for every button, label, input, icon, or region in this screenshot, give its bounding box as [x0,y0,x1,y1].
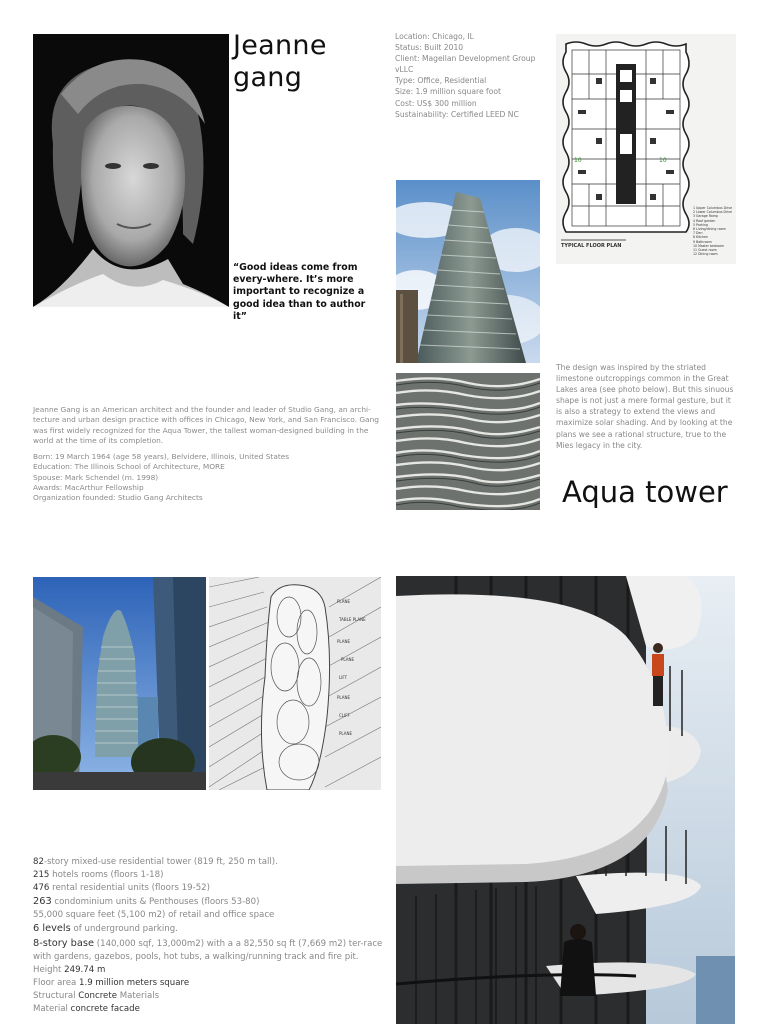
fact-levels-text: of underground parking. [70,924,178,935]
portrait-photo [33,34,229,307]
sketch-label: PLANE [337,639,350,644]
architect-name [233,30,327,94]
fact-stories-text: -story mixed-use residential tower (819 ft, 250 m tall). [43,857,278,867]
fact-rental-num: 476 [33,883,50,894]
tower-city-photo [33,577,206,790]
fact-hotel-text: hotels rooms (floors 1-18) [49,870,164,881]
meta-status: Status: Built 2010 [395,43,464,53]
fact-floor-label: Floor area [33,977,80,988]
fact-floor-value: 1.9 million meters square [79,977,190,988]
building-title: Aqua tower [562,475,728,509]
bio-born: Born: 19 March 1964 (age 58 years), Belvidere, Illinois, United States [33,452,290,462]
fact-condo-num: 263 [33,896,52,908]
floor-plan-image [556,34,736,264]
meta-client: Client: Magellan Development Group [395,54,536,64]
sketch-label: PLANE [337,599,350,604]
fact-height [33,964,385,977]
fact-struct-value: Concrete [78,990,117,1001]
meta-type: Type: Office, Residential [395,76,487,86]
fact-floor-area [33,977,385,990]
fact-stories-num: 82 [33,857,44,867]
legend-item: 9 Bathroom [693,239,712,244]
tower-sky-photo [396,180,540,363]
legend-item: 12 Dining room [693,252,718,257]
quote-text: “Good ideas come from every-where. It’s more important to recognize a good idea than to author it” [233,262,366,322]
fact-material-value: concrete facade [70,1004,140,1015]
fact-struct-label: Structural [33,990,79,1001]
fact-rental-text: rental residential units (floors 19-52) [49,883,211,894]
legend-item: 3 Garage Ramp [693,214,718,219]
bio-paragraph: Jeanne Gang is an American architect and the founder and leader of Studio Gang, an archi-tecture and urban design practice with offices in Chicago, New York, and San Francisco. Gang was first widely recognized for the Aqua Tower, the tallest woman-designed building in the world at the time of its completion. [33,405,379,445]
bio-spouse: Spouse: Mark Schendel (m. 1998) [33,472,159,482]
biography [33,405,385,504]
legend-item: 11 Guest room [693,248,717,253]
fact-hotel-num: 215 [33,870,50,881]
floor-plan-legend [693,206,735,256]
meta-client-cont: vLLC [395,65,414,75]
legend-item: 1 Upper Columbus Drive [693,206,733,210]
sketch-label: CLIFF [339,713,350,718]
fact-height-label: Height [33,964,65,975]
name-line-1: Jeanne [233,30,327,61]
fact-hotel [33,869,385,882]
legend-item: 7 Den [693,231,703,236]
tower-facade-photo [396,373,540,510]
fact-condo [33,895,385,909]
fact-condo-text: condominium units & Penthouses (floors 53-80) [51,897,260,908]
fact-rental [33,882,385,895]
legend-item: 6 Living/dining room [693,227,726,232]
sketch-label: PLANE [337,695,350,700]
legend-item: 5 Parking [693,222,708,227]
meta-cost: Cost: US$ 300 million [395,98,477,108]
fact-levels-num: 6 levels [33,923,71,935]
sketch-label: LIFT [339,675,348,680]
legend-item: 10 Master bedroom [693,243,725,248]
balcony-photo [396,576,735,1024]
fact-structural [33,990,385,1003]
sketch-label: PLANE [341,657,354,662]
legend-item: 8 Kitchen [693,235,709,240]
fact-levels [33,922,385,936]
concept-sketch [209,577,381,790]
meta-location: Location: Chicago, IL [395,32,474,41]
fact-base-text: (140,000 sqf, 13,000m2) with a a 82,550 sq ft (7,669 m2) ter-race with gardens, gazebos, pools, hot tubs, a walking/running track and fire pit. [33,938,383,962]
fact-struct-tail: Materials [116,990,160,1001]
bio-organization: Organization founded: Studio Gang Architects [33,493,203,503]
design-description: The design was inspired by the striated limestone outcroppings common in the Great Lakes area (see photo below). But this sinuous shape is not just a mere formal gesture, but it is also a strategy to extend the views and maximize solar shading. And by looking at the plans we see a rational structure, true to the Mies legacy in the city. [556,363,734,450]
legend-item: 2 Lower Columbus Drive [693,210,733,215]
meta-sustainability: Sustainability: Certified LEED NC [395,109,519,119]
fact-base [33,937,385,964]
fact-stories [33,856,385,869]
room-number-left: 10 [574,157,582,164]
legend-item: 4 Roof garden [693,218,716,223]
sketch-label: TABLE PLANE [339,617,366,622]
fact-height-value: 249.74 m [64,964,106,975]
fact-retail: 55,000 square feet (5,100 m2) of retail and office space [33,910,275,921]
room-number-right: 10 [659,157,667,164]
fact-material [33,1003,385,1016]
bio-awards: Awards: MacArthur Fellowship [33,483,144,493]
fact-material-label: Material [33,1004,71,1015]
tower-facts [33,856,385,1016]
meta-size: Size: 1.9 million square foot [395,87,501,97]
floor-plan-caption: TYPICAL FLOOR PLAN [561,243,622,249]
bio-education: Education: The Illinois School of Architecture, MORE [33,462,225,472]
name-line-2: gang [233,62,303,93]
sketch-label: PLANE [339,731,352,736]
project-meta [395,31,535,120]
fact-base-num: 8-story base [33,937,95,949]
